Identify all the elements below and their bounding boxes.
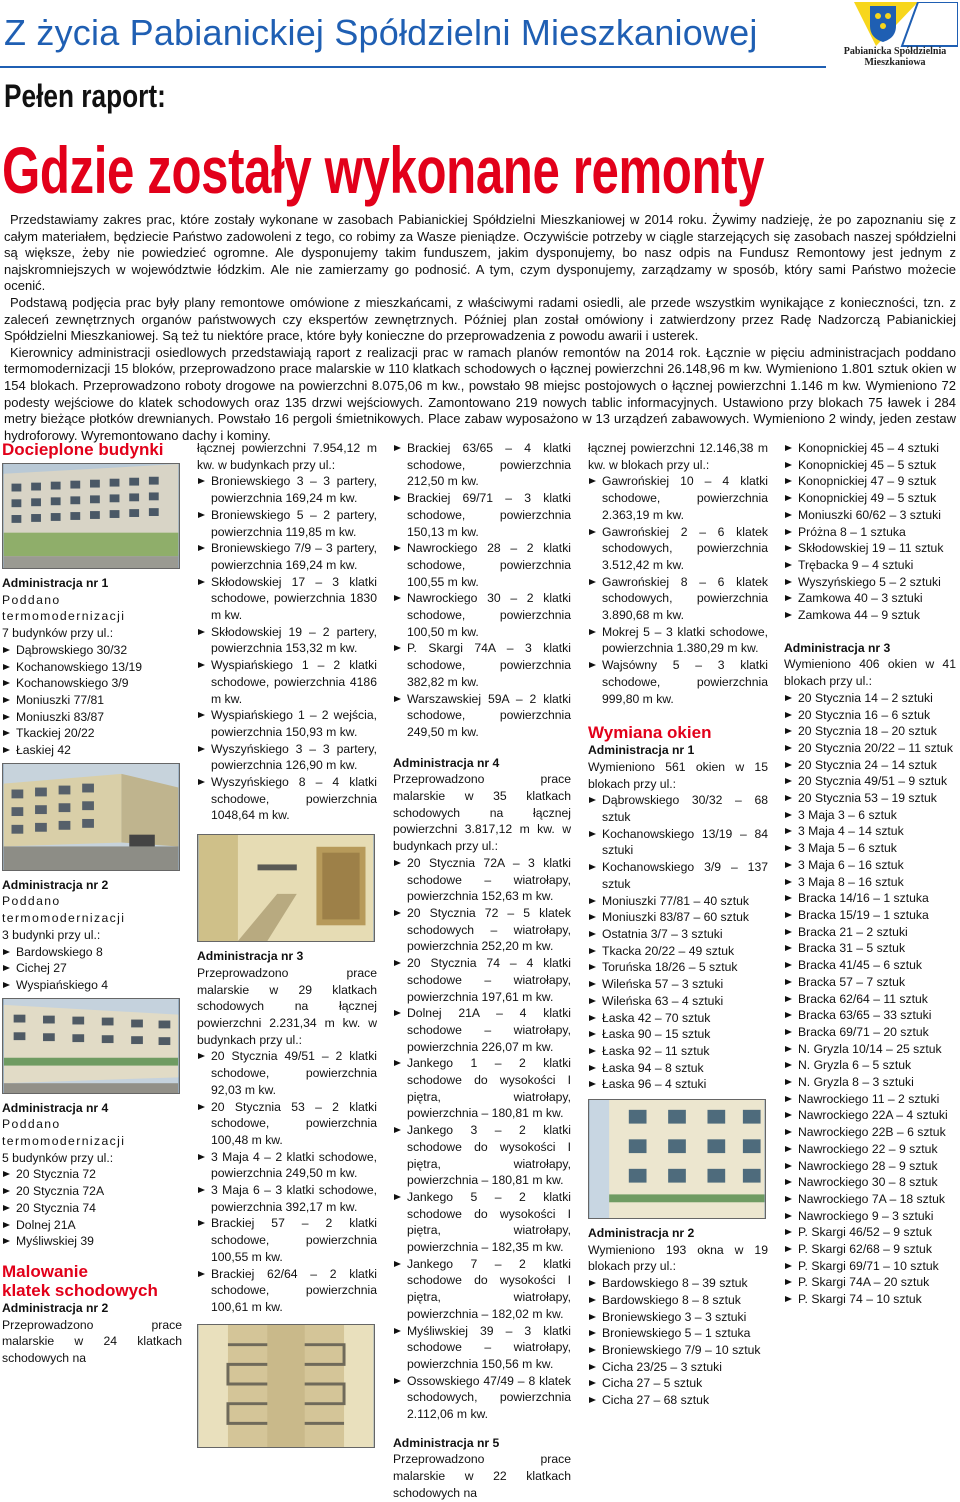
list-item: Cicha 27 – 68 sztuk xyxy=(588,1392,768,1409)
list-item: 20 Stycznia 74 – 4 klatki schodowe – wiatrołapy, powierzchnia 197,61 m kw. xyxy=(393,955,571,1005)
list-item: Broniewskiego 3 – 3 sztuki xyxy=(588,1309,768,1326)
list-item: 20 Stycznia 20/22 – 11 sztuk xyxy=(784,740,956,757)
list-item: Wyspiańskiego 1 – 2 wejścia, powierzchnia 150,93 m kw. xyxy=(197,707,377,740)
admin-text: 5 budynków przy ul.: xyxy=(2,1150,114,1165)
admin-heading: Administracja nr 1 xyxy=(588,743,695,758)
list-item: Próżna 8 – 1 sztuka xyxy=(784,524,956,541)
list-item: Broniewskiego 5 – 1 sztuka xyxy=(588,1325,768,1342)
list-item: Wyszyńskiego 5 – 2 sztuki xyxy=(784,574,956,591)
logo-caption xyxy=(832,46,958,68)
section-heading: klatek schodowych xyxy=(2,1280,158,1300)
list-item: Bracka 62/64 – 11 sztuk xyxy=(784,991,956,1008)
list-item: Nawrockiego 30 – 2 klatki schodowe, powierzchnia 100,50 m kw. xyxy=(393,590,571,640)
address-list xyxy=(588,1275,768,1409)
admin-text: Poddano termomodernizacji xyxy=(2,894,126,926)
list-item: Ossowskiego 47/49 – 8 klatek schodowych, powierzchnia 2.112,06 m kw. xyxy=(393,1373,571,1423)
column-2 xyxy=(197,440,377,1448)
admin-heading: Administracja nr 1 xyxy=(2,576,109,590)
list-item: N. Gryzla 6 – 5 sztuk xyxy=(784,1057,956,1074)
list-item: Skłodowskiej 19 – 2 partery, powierzchnia 153,32 m kw. xyxy=(197,624,377,657)
list-item: Nawrockiego 22B – 6 sztuk xyxy=(784,1124,956,1141)
section-heading: Docieplone budynki xyxy=(2,440,164,459)
admin-heading: Administracja nr 3 xyxy=(784,640,891,655)
list-item: Kochanowskiego 13/19 xyxy=(2,659,182,676)
list-item: 20 Stycznia 14 – 2 sztuki xyxy=(784,690,956,707)
admin-text: Przeprowadzono prace malarskie w 29 klatkach schodowych na łącznej powierzchni 2.231,34 m kw. w budynkach przy ul.: xyxy=(197,965,377,1047)
list-item: Konopnickiej 45 – 4 sztuki xyxy=(784,440,956,457)
list-item: Cicha 23/25 – 3 sztuki xyxy=(588,1359,768,1376)
list-item: 20 Stycznia 24 – 14 sztuk xyxy=(784,757,956,774)
column-1 xyxy=(2,440,182,1367)
list-item: Konopnickiej 45 – 5 sztuk xyxy=(784,457,956,474)
list-item: Brackiej 63/65 – 4 klatki schodowe, powierzchnia 212,50 m kw. xyxy=(393,440,571,490)
admin-text: Wymieniono 406 okien w 41 blokach przy ul.: xyxy=(784,657,956,689)
list-item: 3 Maja 4 – 2 klatki schodowe, powierzchnia 249,50 m kw. xyxy=(197,1149,377,1182)
list-item: Gawrońskiej 2 – 6 klatek schodowych, powierzchnia 3.512,42 m kw. xyxy=(588,524,768,574)
building-photo xyxy=(2,998,180,1094)
list-item: 3 Maja 5 – 6 sztuk xyxy=(784,840,956,857)
address-list xyxy=(197,1048,377,1315)
list-item: 3 Maja 6 – 16 sztuk xyxy=(784,857,956,874)
list-item: Kochanowskiego 3/9 xyxy=(2,675,182,692)
list-item: Łaska 96 – 4 sztuki xyxy=(588,1076,768,1093)
list-item: 20 Stycznia 49/51 – 2 klatki schodowe, powierzchnia 92,03 m kw. xyxy=(197,1048,377,1098)
building-photo xyxy=(2,763,180,871)
report-label: Pełen raport: xyxy=(4,78,166,114)
admin-text: Przeprowadzono prace malarskie w 24 klatkach schodowych na xyxy=(2,1317,182,1366)
list-item: Bracka 21 – 2 sztuki xyxy=(784,924,956,941)
staircase-photo xyxy=(197,1324,375,1448)
address-list xyxy=(393,855,571,1423)
list-item: Kochanowskiego 3/9 – 137 sztuk xyxy=(588,859,768,892)
admin-heading: Administracja nr 2 xyxy=(2,877,109,892)
intro-paragraph: Przedstawiamy zakres prac, które zostały wykonane w zasobach Pabianickiej Spółdzielni Mieszkaniowej w 2014 roku. Żywimy nadzieję, że po zapoznaniu się z całym materiałem, będziecie Państwo zadowoleni z tego, co robimy za Wasze pieniądze. Oczywiście potrzeby w ciągle starzejących się zasobach naszej spółdzielni są większe, żeby nie powiedzieć ogromne. Ale dysponujemy takim funduszem, jakim dysponujemy, bo nasz odpis na Fundusz Remontowy jest jednym z najskromniejszych w województwie łódzkim. Ale nie zamierzamy go podnosić. A tym, czym dysponujemy, zarządzamy w sposób, który sami Państwo możecie ocenić. xyxy=(4,212,956,294)
list-item: Zamkowa 40 – 3 sztuki xyxy=(784,590,956,607)
list-item: Wyspiańskiego 4 xyxy=(2,977,182,994)
list-item: Cicha 27 – 5 sztuk xyxy=(588,1375,768,1392)
section-title: Z życia Pabianickiej Spółdzielni Mieszkaniowej xyxy=(4,12,758,53)
column-4 xyxy=(588,440,768,1409)
list-item: 20 Stycznia 49/51 – 9 sztuk xyxy=(784,773,956,790)
list-item: Jankego 5 – 2 klatki schodowe do wysokości I piętra, wiatrołapy, powierzchnia – 182,35 m kw. xyxy=(393,1189,571,1256)
list-item: N. Gryzla 10/14 – 25 sztuk xyxy=(784,1041,956,1058)
list-item: Bracka 15/19 – 1 sztuka xyxy=(784,907,956,924)
list-item: Dąbrowskiego 30/32 xyxy=(2,642,182,659)
list-item: Nawrockiego 28 – 9 sztuk xyxy=(784,1158,956,1175)
list-item: 3 Maja 8 – 16 sztuk xyxy=(784,874,956,891)
page-header xyxy=(0,0,960,140)
list-item: Dąbrowskiego 30/32 – 68 sztuk xyxy=(588,792,768,825)
list-item: Moniuszki 77/81 xyxy=(2,692,182,709)
admin-text: Wymieniono 193 okna w 19 blokach przy ul.: xyxy=(588,1242,768,1274)
admin-text: Poddano termomodernizacji xyxy=(2,1117,126,1149)
list-item: Ostatnia 3/7 – 3 sztuki xyxy=(588,926,768,943)
section-heading: Malowanie xyxy=(2,1261,88,1281)
list-item: P. Skargi 46/52 – 9 sztuk xyxy=(784,1224,956,1241)
list-item: Myśliwskiej 39 – 3 klatki schodowe – wiatrołapy, powierzchnia 150,56 m kw. xyxy=(393,1323,571,1373)
list-item: Bardowskiego 8 – 39 sztuk xyxy=(588,1275,768,1292)
admin-heading: Administracja nr 3 xyxy=(197,949,304,964)
list-item: 20 Stycznia 72 xyxy=(2,1166,182,1183)
list-item: Łaska 92 – 11 sztuk xyxy=(588,1043,768,1060)
list-item: P. Skargi 69/71 – 10 sztuk xyxy=(784,1258,956,1275)
list-item: 20 Stycznia 53 – 2 klatki schodowe, powierzchnia 100,48 m kw. xyxy=(197,1099,377,1149)
list-item: 3 Maja 3 – 6 sztuk xyxy=(784,807,956,824)
list-item: Nawrockiego 30 – 8 sztuk xyxy=(784,1174,956,1191)
list-item: Łaskiej 42 xyxy=(2,742,182,759)
list-item: Skłodowskiej 19 – 11 sztuk xyxy=(784,540,956,557)
list-item: 20 Stycznia 16 – 6 sztuk xyxy=(784,707,956,724)
list-item: Gawrońskiej 8 – 6 klatek schodowych, powierzchnia 3.890,68 m kw. xyxy=(588,574,768,624)
list-item: Moniuszki 77/81 – 40 sztuk xyxy=(588,893,768,910)
section-heading: Wymiana okien xyxy=(588,723,712,743)
list-item: Bracka 69/71 – 20 sztuk xyxy=(784,1024,956,1041)
list-item: Nawrockiego 9 – 3 sztuki xyxy=(784,1208,956,1225)
column-3 xyxy=(393,440,571,1502)
list-item: Moniuszki 83/87 – 60 sztuk xyxy=(588,909,768,926)
list-item: Cichej 27 xyxy=(2,960,182,977)
admin-text: Poddano termomodernizacji xyxy=(2,592,126,624)
address-list xyxy=(588,792,768,1093)
intro-paragraph: Podstawą podjęcia prac były plany remontowe omówione z mieszkańcami, z właściwymi radami osiedli, ale przede wszystkim wynikające z konieczności, tzn. z zaleceń zewnętrznych organów państwowych czy ekspertów zewnętrznych. Później plan został omówiony i zatwierdzony przez Radę Nadzorczą Pabianickiej Spółdzielni Mieszkaniowej. Są też tu niektóre prace, które były konieczne do przeprowadzenia z powodu awarii i usterek. xyxy=(4,294,956,344)
list-item: P. Skargi 74 – 10 sztuk xyxy=(784,1291,956,1308)
list-item: Dolnej 21A xyxy=(2,1217,182,1234)
list-item: Zamkowa 44 – 9 sztuk xyxy=(784,607,956,624)
list-item: Bracka 57 – 7 sztuk xyxy=(784,974,956,991)
list-item: Jankego 7 – 2 klatki schodowe do wysokości I piętra, wiatrołapy, powierzchnia – 182,02 m kw. xyxy=(393,1256,571,1323)
list-item: Nawrockiego 7A – 18 sztuk xyxy=(784,1191,956,1208)
list-item: Jankego 1 – 2 klatki schodowe do wysokości I piętra, wiatrołapy, powierzchnia – 180,81 m kw. xyxy=(393,1055,571,1122)
list-item: Wyspiańskiego 1 – 2 klatki schodowe, powierzchnia 4186 m kw. xyxy=(197,657,377,707)
address-list xyxy=(588,473,768,707)
staircase-photo xyxy=(197,834,375,942)
list-item: Moniuszki 60/62 – 3 sztuki xyxy=(784,507,956,524)
list-item: 20 Stycznia 74 xyxy=(2,1200,182,1217)
admin-text: Przeprowadzono prace malarskie w 22 klatkach schodowych na xyxy=(393,1452,571,1500)
list-item: Toruńska 18/26 – 5 sztuk xyxy=(588,959,768,976)
list-item: Konopnickiej 47 – 9 sztuk xyxy=(784,473,956,490)
list-item: Warszawskiej 59A – 2 klatki schodowe, powierzchnia 249,50 m kw. xyxy=(393,691,571,741)
list-item: Wileńska 63 – 4 sztuki xyxy=(588,993,768,1010)
admin-text: Wymieniono 561 okien w 15 blokach przy ul.: xyxy=(588,759,768,791)
list-item: Broniewskiego 3 – 3 partery, powierzchnia 169,24 m kw. xyxy=(197,473,377,506)
admin-text: 7 budynków przy ul.: xyxy=(2,626,114,641)
intro-paragraph: Kierownicy administracji osiedlowych przedstawiają raport z realizacji prac w ramach planów remontów na 2014 rok. Łącznie w pięciu administracjach poddano termomodernizacji 15 bloków, przeprowadzono prace malarskie w 110 klatkach schodowych o łącznej powierzchni 26.148,96 m kw. Wymieniono 1.801 sztuk okien w 154 blokach. Przeprowadzono roboty drogowe na powierzchni 8.075,06 m kw., powstało 98 miejsc postojowych o łącznej powierzchni 1.146 m kw. Wymieniono 72 podesty wejściowe do klatek schodowych oraz 135 drzwi wejściowych. Zamontowano 219 nowych tablic informacyjnych. Ustawiono przy blokach 75 ławek i 284 metry bieżące płotków drewnianych. Powstało 16 pergoli śmietnikowych. Place zabaw wyposażono w 13 urządzeń zabawowych. Wymieniono 2 windy, jeden zestaw hydroforowy. Wyremontowano dachy i kominy. xyxy=(4,344,956,443)
admin-text: Przeprowadzono prace malarskie w 35 klatkach schodowych na łącznej powierzchni 3.817,12 m kw. w budynkach przy ul.: xyxy=(393,772,571,854)
admin-text: łącznej powierzchni 12.146,38 m kw. w blokach przy ul.: xyxy=(588,441,768,472)
building-photo xyxy=(588,1099,766,1219)
address-list xyxy=(2,1166,182,1250)
logo-caption-line2: Mieszkaniowa xyxy=(864,57,926,68)
list-item: Wileńska 57 – 3 sztuki xyxy=(588,976,768,993)
admin-heading: Administracja nr 2 xyxy=(588,1226,695,1241)
list-item: Brackiej 57 – 2 klatki schodowe, powierzchnia 100,55 m kw. xyxy=(197,1215,377,1265)
address-list xyxy=(393,440,571,741)
list-item: Tkacka 20/22 – 49 sztuk xyxy=(588,943,768,960)
list-item: Tkackiej 20/22 xyxy=(2,725,182,742)
list-item: Brackiej 69/71 – 3 klatki schodowe, powierzchnia 150,13 m kw. xyxy=(393,490,571,540)
list-item: Nawrockiego 28 – 2 klatki schodowe, powierzchnia 100,55 m kw. xyxy=(393,540,571,590)
list-item: Nawrockiego 22 – 9 sztuk xyxy=(784,1141,956,1158)
building-photo xyxy=(2,463,180,569)
list-item: Wyszyńskiego 3 – 3 partery, powierzchnia 126,90 m kw. xyxy=(197,741,377,774)
list-item: Broniewskiego 7/9 – 10 sztuk xyxy=(588,1342,768,1359)
list-item: 20 Stycznia 72A xyxy=(2,1183,182,1200)
address-list xyxy=(197,473,377,824)
list-item: N. Gryzla 8 – 3 sztuki xyxy=(784,1074,956,1091)
admin-heading: Administracja nr 4 xyxy=(2,1100,109,1115)
list-item: Nawrockiego 22A – 4 sztuki xyxy=(784,1107,956,1124)
column-5 xyxy=(784,440,956,1308)
list-item: Jankego 3 – 2 klatki schodowe do wysokości I piętra, wiatrołapy, powierzchnia – 180,81 m kw. xyxy=(393,1122,571,1189)
list-item: P. Skargi 62/68 – 9 sztuk xyxy=(784,1241,956,1258)
list-item: Bardowskiego 8 – 8 sztuk xyxy=(588,1292,768,1309)
list-item: Moniuszki 83/87 xyxy=(2,709,182,726)
list-item: Łaska 90 – 15 sztuk xyxy=(588,1026,768,1043)
list-item: Wyszyńskiego 8 – 4 klatki schodowe, powierzchnia 1048,64 m kw. xyxy=(197,774,377,824)
address-list xyxy=(2,944,182,994)
address-list xyxy=(2,642,182,759)
admin-heading: Administracja nr 5 xyxy=(393,1435,500,1450)
list-item: 20 Stycznia 18 – 20 sztuk xyxy=(784,723,956,740)
list-item: 20 Stycznia 72A – 3 klatki schodowe – wiatrołapy, powierzchnia 152,63 m kw. xyxy=(393,855,571,905)
list-item: 20 Stycznia 72 – 5 klatek schodowych – wiatrołapy, powierzchnia 252,20 m kw. xyxy=(393,905,571,955)
list-item: 3 Maja 4 – 14 sztuk xyxy=(784,823,956,840)
logo-caption-line1: Pabianicka Spółdzielnia xyxy=(843,46,947,57)
address-list xyxy=(784,440,956,624)
list-item: Bracka 14/16 – 1 sztuka xyxy=(784,890,956,907)
list-item: Bardowskiego 8 xyxy=(2,944,182,961)
admin-heading: Administracja nr 2 xyxy=(2,1300,109,1315)
list-item: Myśliwskiej 39 xyxy=(2,1233,182,1250)
list-item: Łaska 94 – 8 sztuk xyxy=(588,1060,768,1077)
list-item: Broniewskiego 5 – 2 partery, powierzchnia 119,85 m kw. xyxy=(197,507,377,540)
admin-heading: Administracja nr 4 xyxy=(393,755,500,770)
list-item: Brackiej 62/64 – 2 klatki schodowe, powierzchnia 100,61 m kw. xyxy=(197,1266,377,1316)
list-item: Bracka 41/45 – 6 sztuk xyxy=(784,957,956,974)
list-item: P. Skargi 74A – 3 klatki schodowe, powierzchnia 382,82 m kw. xyxy=(393,640,571,690)
list-item: Kochanowskiego 13/19 – 84 sztuki xyxy=(588,826,768,859)
list-item: Gawrońskiej 10 – 4 klatki schodowe, powierzchnia 2.363,19 m kw. xyxy=(588,473,768,523)
list-item: 20 Stycznia 53 – 19 sztuk xyxy=(784,790,956,807)
address-list xyxy=(784,690,956,1308)
list-item: Nawrockiego 11 – 2 sztuki xyxy=(784,1091,956,1108)
list-item: Wajsówny 5 – 3 klatki schodowe, powierzchnia 999,80 m kw. xyxy=(588,657,768,707)
headline: Gdzie zostały wykonane remonty xyxy=(2,133,765,207)
admin-text: łącznej powierzchni 7.954,12 m kw. w budynkach przy ul.: xyxy=(197,441,377,472)
list-item: Dolnej 21A – 4 klatki schodowe – wiatrołapy, powierzchnia 226,07 m kw. xyxy=(393,1005,571,1055)
admin-text: 3 budynki przy ul.: xyxy=(2,927,101,942)
list-item: Bracka 63/65 – 33 sztuki xyxy=(784,1007,956,1024)
list-item: Mokrej 5 – 3 klatki schodowe, powierzchnia 1.380,29 m kw. xyxy=(588,624,768,657)
list-item: Konopnickiej 49 – 5 sztuk xyxy=(784,490,956,507)
list-item: Skłodowskiej 17 – 3 klatki schodowe, powierzchnia 1830 m kw. xyxy=(197,574,377,624)
list-item: Bracka 31 – 5 sztuk xyxy=(784,940,956,957)
list-item: P. Skargi 74A – 20 sztuk xyxy=(784,1274,956,1291)
header-rule xyxy=(0,66,826,68)
intro-text xyxy=(4,212,956,444)
list-item: 3 Maja 6 – 3 klatki schodowe, powierzchnia 392,17 m kw. xyxy=(197,1182,377,1215)
list-item: Trębacka 9 – 4 sztuki xyxy=(784,557,956,574)
list-item: Łaska 42 – 70 sztuk xyxy=(588,1010,768,1027)
list-item: Broniewskiego 7/9 – 3 partery, powierzchnia 169,24 m kw. xyxy=(197,540,377,573)
